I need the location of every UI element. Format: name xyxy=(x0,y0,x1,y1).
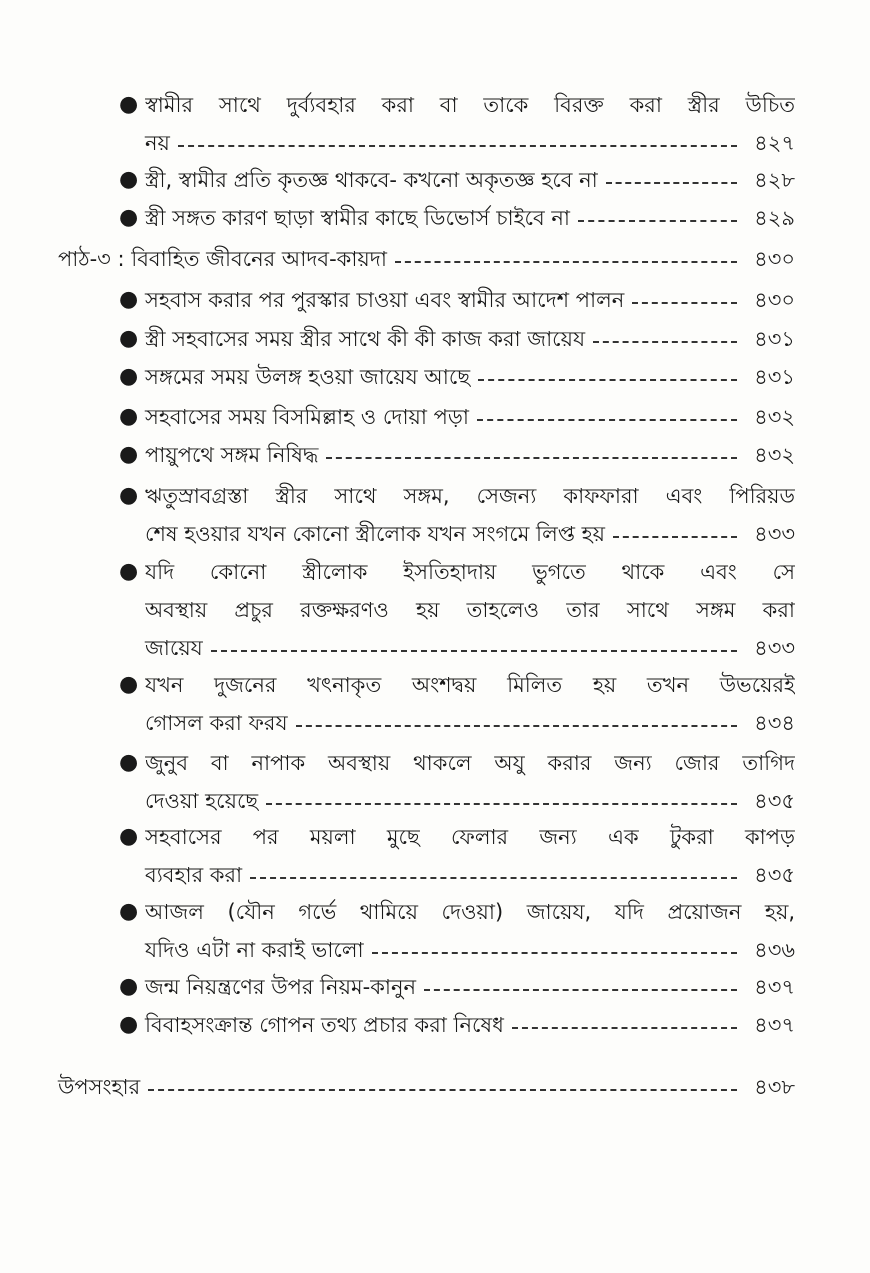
toc-entry-title: জায়েয xyxy=(145,636,203,660)
toc-entry-line: অবস্থায় প্রচুর রক্তক্ষরণও হয় তাহলেও তার সাথে সঙ্গম করা xyxy=(145,598,795,622)
toc-entry-title: জন্ম নিয়ন্ত্রণের উপর নিয়ম-কানুন xyxy=(145,975,417,999)
dotted-leader xyxy=(296,723,737,727)
toc-entry-title: যদিও এটা না করাই ভালো xyxy=(145,938,364,962)
toc-entry xyxy=(119,477,795,553)
toc-entry-line: আজল (যৌন গর্ভে থামিয়ে দেওয়া) জায়েয, যদি প্রয়োজন হয়, xyxy=(145,900,795,924)
toc-entry xyxy=(119,666,795,742)
toc-entry-title: গোসল করা ফরয xyxy=(145,711,288,735)
page-number: ৪৩২ xyxy=(754,405,795,429)
toc-entry xyxy=(119,281,795,319)
toc-entry xyxy=(119,161,795,199)
toc-section-heading xyxy=(58,240,795,278)
dotted-leader xyxy=(613,534,737,538)
page-number: ৪৩৮ xyxy=(754,1075,795,1099)
toc-entry xyxy=(119,744,795,820)
section-title: উপসংহার xyxy=(58,1075,141,1099)
bullet-icon: ● xyxy=(119,672,139,697)
dotted-leader xyxy=(593,339,737,343)
dotted-leader xyxy=(211,648,737,652)
dotted-leader xyxy=(606,180,737,184)
toc-entry-title: নয় xyxy=(145,131,170,155)
toc-entry xyxy=(119,199,795,237)
toc-entry-title: ব্যবহার করা xyxy=(145,863,243,887)
toc-section-heading xyxy=(58,1068,795,1106)
bullet-icon: ● xyxy=(119,1012,139,1037)
toc-entry-title: বিবাহসংক্রান্ত গোপন তথ্য প্রচার করা নিষেধ xyxy=(145,1013,504,1037)
bullet-icon: ● xyxy=(119,326,139,351)
bullet-icon: ● xyxy=(119,750,139,775)
toc-entry xyxy=(119,86,795,162)
page-number: ৪৩০ xyxy=(754,247,795,271)
dotted-leader xyxy=(372,950,737,954)
bullet-icon: ● xyxy=(119,899,139,924)
toc-entry xyxy=(119,553,795,667)
bullet-icon: ● xyxy=(119,167,139,192)
toc-entry xyxy=(119,1006,795,1044)
dotted-leader xyxy=(512,1025,737,1029)
page-number: ৪৩৪ xyxy=(754,711,795,735)
bullet-icon: ● xyxy=(119,974,139,999)
page-number: ৪২৮ xyxy=(754,168,795,192)
dotted-leader xyxy=(148,1087,737,1091)
page-number: ৪৩৭ xyxy=(754,1013,795,1037)
page-number: ৪৩৬ xyxy=(754,938,795,962)
toc-entry-line: যদি কোনো স্ত্রীলোক ইসতিহাদায় ভুগতে থাকে এবং সে xyxy=(145,560,795,584)
toc-entry-line: ঋতুস্রাবগ্রস্তা স্ত্রীর সাথে সঙ্গম, সেজন্য কাফফারা এবং পিরিয়ড xyxy=(145,484,795,508)
toc-entry xyxy=(119,968,795,1006)
page-number: ৪৩৩ xyxy=(754,636,795,660)
toc-entry-title: স্ত্রী সঙ্গত কারণ ছাড়া স্বামীর কাছে ডিভোর্স চাইবে না xyxy=(145,206,570,230)
page-number: ৪৩৫ xyxy=(754,863,795,887)
bullet-icon: ● xyxy=(119,824,139,849)
dotted-leader xyxy=(632,300,737,304)
dotted-leader xyxy=(477,417,737,421)
dotted-leader xyxy=(424,987,737,991)
toc-entry-title: সহবাস করার পর পুরস্কার চাওয়া এবং স্বামীর আদেশ পালন xyxy=(145,288,625,312)
dotted-leader xyxy=(266,801,737,805)
page-number: ৪৩৫ xyxy=(754,789,795,813)
page-number: ৪৩৭ xyxy=(754,975,795,999)
page-number: ৪৩০ xyxy=(754,288,795,312)
bullet-icon: ● xyxy=(119,364,139,389)
dotted-leader xyxy=(326,455,737,459)
bullet-icon: ● xyxy=(119,442,139,467)
dotted-leader xyxy=(250,875,737,879)
bullet-icon: ● xyxy=(119,404,139,429)
section-title: পাঠ-৩ : বিবাহিত জীবনের আদব-কায়দা xyxy=(58,247,387,271)
toc-entry-line: জুনুব বা নাপাক অবস্থায় থাকলে অযু করার জন্য জোর তাগিদ xyxy=(145,751,795,775)
page-number: ৪২৯ xyxy=(754,206,795,230)
dotted-leader xyxy=(178,143,737,147)
toc-entry-title: সহবাসের সময় বিসমিল্লাহ ও দোয়া পড়া xyxy=(145,405,470,429)
toc-entry-title: শেষ হওয়ার যখন কোনো স্ত্রীলোক যখন সংগমে লিপ্ত হয় xyxy=(145,522,606,546)
toc-entry xyxy=(119,320,795,358)
toc-entry-title: পায়ুপথে সঙ্গম নিষিদ্ধ xyxy=(145,443,319,467)
toc-entry-title: স্ত্রী সহবাসের সময় স্ত্রীর সাথে কী কী কাজ করা জায়েয xyxy=(145,327,586,351)
bullet-icon: ● xyxy=(119,205,139,230)
toc-entry-line: স্বামীর সাথে দুর্ব্যবহার করা বা তাকে বিরক্ত করা স্ত্রীর উচিত xyxy=(145,93,795,117)
toc-entry xyxy=(119,398,795,436)
toc-entry-line: যখন দুজনের খৎনাকৃত অংশদ্বয় মিলিত হয় তখন উভয়েরই xyxy=(145,673,795,697)
dotted-leader xyxy=(578,218,737,222)
page-number: ৪৩১ xyxy=(754,327,795,351)
dotted-leader xyxy=(395,259,737,263)
page-number: ৪৩১ xyxy=(754,365,795,389)
bullet-icon: ● xyxy=(119,559,139,584)
page-number: ৪২৭ xyxy=(754,131,795,155)
toc-entry-title: সঙ্গমের সময় উলঙ্গ হওয়া জায়েয আছে xyxy=(145,365,471,389)
toc-entry-line: সহবাসের পর ময়লা মুছে ফেলার জন্য এক টুকরা কাপড় xyxy=(145,825,795,849)
bullet-icon: ● xyxy=(119,483,139,508)
toc-entry-title: দেওয়া হয়েছে xyxy=(145,789,259,813)
toc-entry xyxy=(119,818,795,894)
bullet-icon: ● xyxy=(119,287,139,312)
toc-entry xyxy=(119,436,795,474)
page-number: ৪৩২ xyxy=(754,443,795,467)
dotted-leader xyxy=(478,377,737,381)
toc-entry xyxy=(119,893,795,969)
bullet-icon: ● xyxy=(119,92,139,117)
page-number: ৪৩৩ xyxy=(754,522,795,546)
toc-entry-title: স্ত্রী, স্বামীর প্রতি কৃতজ্ঞ থাকবে- কখনো অকৃতজ্ঞ হবে না xyxy=(145,168,598,192)
toc-entry xyxy=(119,358,795,396)
